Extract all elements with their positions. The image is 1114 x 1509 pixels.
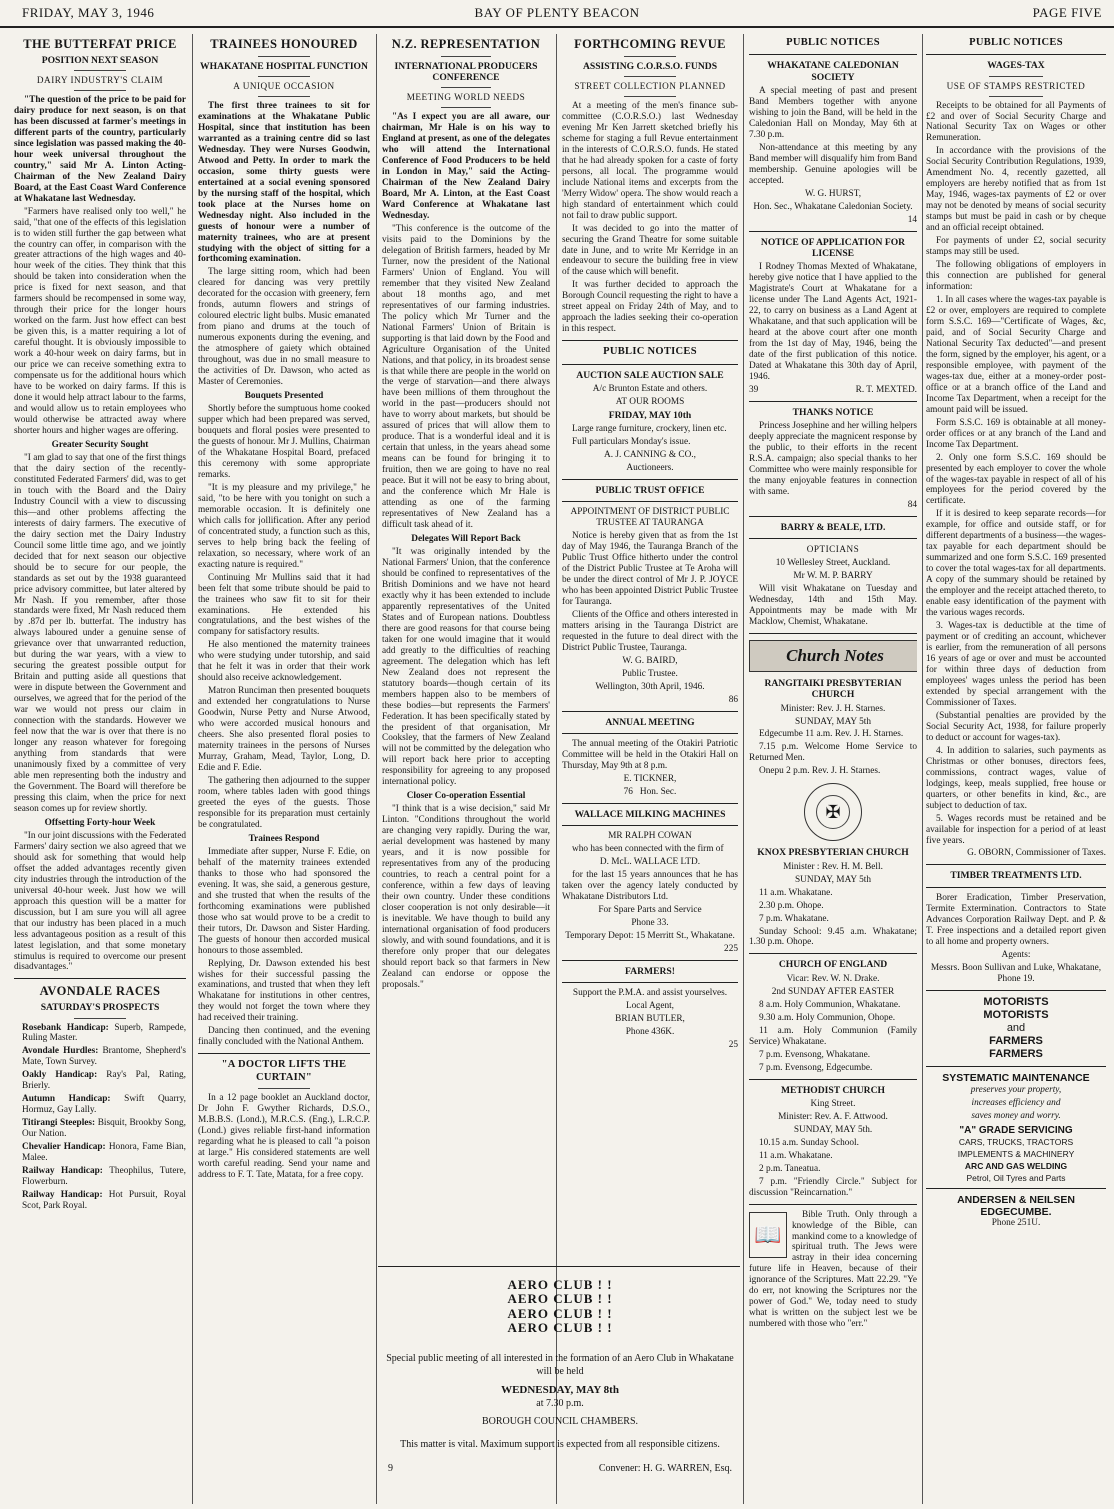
race-picks: Swift Quarry, Hormuz, Gay Lally. [22,1094,186,1116]
section-heading: Closer Co-operation Essential [406,791,526,802]
church-title: RANGITAIKI PRESBYTERIAN CHURCH [764,677,902,701]
notice-number: 86 [728,694,738,705]
article-paragraph: The gathering then adjourned to the supper room, where tables laden with good things greeted the eyes of the guests. Those responsible for its preparation must certainly be congratulated. [198,776,370,830]
advert-headline: MOTORISTS [983,1008,1049,1021]
notice-signature: W. G. HURST, [804,188,862,199]
advert-text: This matter is vital. Maximum support is expected from all responsible citizens. [400,1438,720,1450]
advert-date: WEDNESDAY, MAY 8th [501,1384,619,1397]
article-title: TRAINEES HONOURED [210,37,358,51]
church-address: King Street. [810,1098,856,1109]
advert-headline: MOTORISTS [983,995,1049,1008]
notice-title: THANKS NOTICE [792,406,874,418]
notice-signature: Hon. Sec., Whakatane Caledonian Society. [753,201,913,212]
notice-title: FARMERS! [625,966,675,978]
column-trainees [198,34,370,1504]
article-paragraph: Matron Runciman then presented bouquets and extended her congratulations to Nurse Goodwin, Nurse Petty and Nurse Atwood, who were accorded musical honours and cheers. She also presented floral posies to maternity trainees in the persons of Nurses Murray, Graham, Mead, Taylor, Long, D. Edie and F. Edie. [198,686,370,774]
church-minister: Minister : Rev. H. M. Bell. [783,861,883,872]
notice-text: Full particulars Monday's issue. [572,437,691,448]
church-notes-banner: Church Notes [749,640,917,672]
notice-text: Notice is hereby given that as from the 1st day of May 1946, the Tauranga Branch of the Public Trust Office hitherto under the control of the District Public Trustee at Te Aroha will be under the direct control of Mr J. P. JOYCE who has been appointed District Public Trustee for Tauranga. [562,531,738,608]
column-rule [922,34,923,1504]
advert-headline: AERO CLUB ! ! [507,1305,613,1321]
article-subtitle: POSITION NEXT SEASON [41,54,159,66]
article-title: AVONDALE RACES [39,984,161,999]
notice-title: WALLACE MILKING MACHINES [574,809,726,821]
notice-text: 3. Wages-tax is deductible at the time of payment or of crediting an account, whichever is earlier, from the remuneration of all persons 16 years of age or over and must be accounted for within three days of deduction from employees' wages unless the period has been extended by special arrangement with the Commissioner of Taxes. [926,621,1106,708]
notice-text: Phone 33. [631,918,669,929]
section-heading: Delegates Will Report Back [411,534,521,545]
aero-club-advert [380,1278,740,1476]
article-title: FORTHCOMING REVUE [574,37,726,51]
race-name: Titirangi Steeples: [22,1118,96,1129]
church-service: Sunday School: 9.45 a.m. Whakatane; 1.30 p.m. Ohope. [749,926,917,948]
church-minister: Minister: Rev. J. H. Starnes. [780,703,886,714]
column-rule [376,34,377,1504]
advert-time: at 7.30 p.m. [536,1397,584,1409]
advert-number: 9 [388,1463,393,1475]
race-picks: Honora, Fame Bian, Malee. [22,1142,186,1164]
notice-text: Form S.S.C. 169 is obtainable at all money-order offices or at any branch of the Land and Income Tax Department. [926,417,1106,450]
notice-text: If it is desired to keep separate records—for example, for office and outside staff, or for different departments of a business—the wages-tax payable for each department should be summarized and one form S.S.C. 169 presented to cover the total wages-tax for all departments. A copy of the summary should be retained by the employer and the receipt attached thereto, to enable easy identification of the payment with the various wages records. [926,509,1106,619]
race-name: Avondale Hurdles: [22,1046,99,1057]
notice-signature: E. TICKNER, [623,774,677,785]
article-subtitle: WHAKATANE HOSPITAL FUNCTION [200,60,368,72]
notice-text: Agents: [1001,949,1031,960]
advert-text: increases efficiency and [971,1097,1061,1108]
notice-text: 4. In addition to salaries, such payments as Christmas or other bonuses, directors fees, commissions, contract wages, value of lodgings, keep, meals supplied, free house or quarters, or other benefits in kind, &c., are subject to deduction of tax. [926,745,1106,811]
race-tip [14,1070,186,1092]
notice-text: A special meeting of past and present Band Members together with anyone wishing to join the Band, will be held in the Caledonian Hall on Monday, May 6th at 7.30 p.m. [749,86,917,140]
church-service: Edgecumbe 11 a.m. Rev. J. H. Starnes. [759,729,904,740]
notice-title: ANNUAL MEETING [605,716,695,728]
church-service: 7.15 p.m. Welcome Home Service to Returned Men. [749,742,917,764]
column-nz-representation [382,34,550,1266]
article-title: "A DOCTOR LIFTS THE CURTAIN" [221,1059,347,1083]
advert-text: ARC AND GAS WELDING [964,1160,1068,1171]
notice-text: Large range furniture, crockery, linen etc. [572,424,727,435]
article-paragraph: "In our joint discussions with the Federated Farmers' dairy section we also agreed that we should ask for something that would help offset the added advantages recently given city industries through the introduction of the universal 40-hour week. Just how we will approach this question will be a matter for discussion, but I am sure you will all agree that our industry has been placed in a much less advantageous position as a result of this latest legislation, and that some monetary stimulus is required to overcome our present disadvantages." [14,830,186,973]
church-service: 7 p.m. Whakatane. [759,913,829,924]
notice-title: WHAKATANE CALEDONIAN SOCIETY [767,60,899,83]
notice-signature: Public Trustee. [622,668,678,679]
notice-text: 5. Wages records must be retained and be available for inspection for a period of at least five years. [926,813,1106,846]
paper-title: BAY OF PLENTY BEACON [474,5,640,20]
notice-number: 14 [907,214,917,225]
article-paragraph: It was further decided to approach the Borough Council requesting the right to have a street appeal on Friday 24th of May, and to approach the ladies seeking their co-operation in this respect. [562,280,738,335]
article-paragraph: "This conference is the outcome of the visits paid to the Dominions by the delegation of British farmers, headed by Mr Turner, now the president of the National Farmers' Union of England. You will remember that they visited New Zealand about 18 months ago, and met representatives of our farming industries. The policy which Mr Turner and the National Farmers' Union of Britain is supporting is that laid down by the Food and Agriculture Organisation of the United Nations, and that policy, in its broadest sense is that while there are people in the world on the verge of starvation—and there always have been millions of them throughout the world in the past—producers should not have to worry about markets, but should be assured of prices that will allow them to produce. That is a wonderful ideal and it is certain that unless, in the years ahead some means can be found for bringing it to fruition, then we are going to have no real peace. But it will not be easy to bring about, and the conference which Mr Hale is attending as one of the farming representatives of New Zealand has a difficult task ahead of it. [382,223,550,531]
bible-truth-text: Bible Truth. Only through a knowledge of the Bible, can mankind come to a knowledge of spiritual truth. The Jews were astray in their idea concerning future life in Heaven, because of their ignorance of the Scriptures. Matt 22.29. "Ye do err, not knowing the Scriptures nor the power of God." We, today need to study what is written on the subject lest we be numbered with those who "err." [749,1209,917,1330]
notice-text: Temporary Depot: 15 Merritt St., Whakatane. [565,931,735,942]
notice-number: 39 [749,384,759,395]
church-title: CHURCH OF ENGLAND [778,959,888,971]
notice-text: Receipts to be obtained for all Payments of £2 and over of Social Security Charge and National Security Tax on Wages or other Remuneration. [926,100,1106,144]
page-number: PAGE FIVE [1032,5,1102,20]
notice-date: FRIDAY, MAY 10th [608,409,692,421]
race-name: Autumn Handicap: [22,1094,111,1105]
church-day: SUNDAY, MAY 5th. [793,1124,873,1135]
notice-subtitle: OPTICIANS [806,544,860,555]
advert-text: and [1006,1021,1026,1034]
article-paragraph: At a meeting of the men's finance sub-committee (C.O.R.S.O.) last Wednesday evening Mr Ken Jarrett sketched briefly his scheme for staging a full Revue entertainment in the interests of C.O.R.S.O. funds. He stated that he had already spoken for a caste of forty persons, all local. The programme would include National items and excerpts from the 'Merry Widow' opera. The show would reach a high standard of entertainment which could not fail to draw public support. [562,100,738,221]
notice-text: Will visit Whakatane on Tuesday and Wednesday, 14th and 15th May. Appointments may be made with Mr Macklow, Chemist, Whakatane. [749,584,917,627]
notice-number: 76 [623,787,633,798]
church-service: 7 p.m. Evensong, Whakatane. [759,1049,871,1060]
notice-text: Princess Josephine and her willing helpers deeply appreciate the magnicent response by the public, to their efforts in the recent R.S.A. campaign; also special thanks to her Committee who were mainly responsible for the many enjoyable features in connection with same. [749,421,917,497]
race-name: Rosebank Handicap: [22,1022,109,1033]
advert-headline: AERO CLUB ! ! [507,1277,613,1292]
notice-text: For payments of under £2, social security stamps may still be used. [926,236,1106,258]
section-title: PUBLIC NOTICES [969,37,1063,48]
advert-headline: AERO CLUB ! ! [507,1319,613,1335]
race-name: Railway Handicap: [22,1190,103,1201]
notice-signature: R. T. MEXTED. [855,384,917,395]
notice-subtitle: USE OF STAMPS RESTRICTED [946,80,1086,91]
race-tips-list [14,1023,186,1213]
article-title: N.Z. REPRESENTATION [391,37,541,51]
race-picks: Theophilus, Tutere, Flowerburn. [22,1166,186,1188]
column-wages-tax [926,34,1106,1504]
article-lead: "The question of the price to be paid for dairy produce for next season, is on that has been discussed at farmer's meetings in different parts of the country, particularly since legislation was passed making the 40-hour week universal throughout the country," said Mr A. Linton Acting-Chairman of the New Zealand Dairy Board, at the East Coast Ward Conference at Whakatane last Wednesday. [14,94,186,204]
article-subtitle: MEETING WORLD NEEDS [406,92,526,103]
church-day: SUNDAY, MAY 5th [794,874,872,885]
masthead [0,0,1114,28]
section-title: PUBLIC NOTICES [786,37,880,48]
race-tip [14,1094,186,1116]
church-service: 8 a.m. Holy Communion, Whakatane. [759,999,901,1010]
article-subtitle: DAIRY INDUSTRY'S CLAIM [36,75,164,86]
church-emblem-icon: ✠ [804,783,862,841]
article-subtitle: ASSISTING C.O.R.S.O. FUNDS [582,60,718,72]
church-service: 11 a.m. Whakatane. [759,1150,833,1161]
article-paragraph: "It was originally intended by the National Farmers' Union, that the conference should be confined to representatives of the British Dominions and we have not heard exactly why it has been extended to include apparently representatives of the United States and of European nations. Doubtless there are good reasons for that course being taken for one would imagine that it would add greatly to the difficulties of reaching agreement. The delegation which has left New Zealand does not represent the statutory boards—though certain of its members happen also to be members of these bodies—but represents the Farmers' Federation. It has been specifically stated by the president of that organisation, Mr Cooksley, that the farmers of New Zealand will not be committed by the delegation who will report back here prior to accepting responsibility for agreeing to any proposed international policy. [382,547,550,788]
notice-text: D. McL. WALLACE LTD. [599,857,701,868]
notice-signature: Hon. Sec. [639,787,677,798]
advert-headline: "A" GRADE SERVICING [959,1124,1073,1136]
section-heading: Offsetting Forty-hour Week [44,817,156,828]
article-lead: The first three trainees to sit for examinations at the Whakatane Public Hospital, since that institution has been warranted as a training centre did so last Wednesday. They were Nurses Goodwin, Atwood and Petty. In order to mark the occasion, some thirty guests were entertained at a social evening sponsored by the nursing staff of the hospital, which took place at the Nurses home on Wednesday night. Also included in the guests of honour were a number of maternity trainees, who are at present studying with the object of sitting for a forthcoming examination. [198,100,370,265]
race-picks: Hot Pursuit, Royal Scot, Park Royal. [22,1190,186,1212]
race-name: Chevalier Handicap: [22,1142,106,1153]
advert-headline: ANDERSEN & NEILSEN [957,1193,1075,1206]
church-service: 2.30 p.m. Ohope. [759,900,824,911]
race-tip [14,1142,186,1164]
section-heading: Greater Security Sought [51,439,149,450]
church-service: 11 a.m. Holy Communion (Family Service) Whakatane. [749,1025,917,1047]
notice-text: The annual meeting of the Otakiri Patriotic Committee will be held in the Otakiri Hall on Thursday, May 9th at 8 p.m. [562,739,738,772]
notice-text: (Substantial penalties are provided by the Social Security Act, 1938, for failure properly to deduct or account for wages-tax). [926,710,1106,743]
issue-date: FRIDAY, MAY 3, 1946 [22,5,155,20]
notice-text: In accordance with the provisions of the Social Security Contribution Regulations, 1939, Amendment No. 4, recently gazetted, all employers are hereby notified that as from 1st May, 1946, wages-tax payments of £2 or over may not be denoted by means of social security stamps but must be paid in cash or by cheque and an official receipt obtained. [926,146,1106,234]
race-tip [14,1190,186,1212]
article-paragraph: "I am glad to say that one of the first things that the dairy section of the recently-constituted Federated Farmers' did, was to get in touch with the Board and the Dairy Industry Council with a view to discussing this—and other problems affecting the interests of dairy farmers. The executive of the dairy section met the Dairy Industry Council some little time ago, and we jointly decided that for next season our objective should be to secure for our people, the standards as set out by the 1938 guaranteed price advisory committee, but later altered by Mr Nash. If you remember, after those standards were fixed, Mr Nash reduced them by .87d per lb. butterfat. The industry has always laboured under a genuine sense of grievance over that unwarranted reduction, but during the war years, with a view to securing the greatest possible output for Britain and putting aside all questions that were in dispute between the Government and ourselves, we agreed that for the period of the war we would not press our claim in connection with the standards. However we feel now that the war is over that there is no longer any reason whatever for foregoing anything from standards that were unanimously fixed by a committee of very able men representing both the industry and the Government. The Board will therefore be pressing this claim, when the price for next season comes up for review shortly. [14,452,186,814]
church-service: Onepu 2 p.m. Rev. J. H. Starnes. [759,766,881,777]
notice-text: AT OUR ROOMS [615,396,685,407]
notice-title: BARRY & BEALE, LTD. [780,521,886,533]
church-day: 2nd SUNDAY AFTER EASTER [771,986,895,997]
notice-text: Clients of the Office and others interested in matters arising in the Tauranga District are requested in the future to deal direct with the District Public Trustee, Tauranga. [562,610,738,654]
church-minister: Vicar: Rev. W. N. Drake. [786,973,880,984]
church-service: 10.15 a.m. Sunday School. [759,1137,859,1148]
article-paragraph: "It is my pleasure and my privilege," he said, "to be here with you tonight on such a memorable occasion. It is definitely one which calls for jollification. After any period of concentrated study, a function such as this, serves to help bring back the feeling of relaxation, so necessary, where work of an exacting nature is required." [198,482,370,570]
notice-text: 2. Only one form S.S.C. 169 should be presented by each employer to cover the whole of the wages-tax payable in respect of all of his employees for the period covered by the certificate. [926,452,1106,507]
notice-text: I Rodney Thomas Mexted of Whakatane, hereby give notice that I have applied to the Magistrate's Court at Whakatane for a license under The Land Agents Act, 1921-22, to carry on business as a Land Agent at Whakatane, and that such application will be heard at the above court after one month from the 1st day of May, 1946, being the date of the first publication of this notice. Dated at Whakatane this 30th day of April, 1946. [749,262,917,382]
column-revue-notices [562,34,738,1266]
notice-text: Phone 436K. [625,1027,675,1038]
notice-text: A/c Brunton Estate and others. [592,383,708,394]
race-tip [14,1046,186,1068]
notice-subtitle: APPOINTMENT OF DISTRICT PUBLIC TRUSTEE AT TAURANGA [570,507,730,529]
column-rule [743,34,744,1504]
notice-number: 84 [907,499,917,510]
notice-text: For Spare Parts and Service [598,905,702,916]
notice-text: Borer Eradication, Timber Preservation, Termite Extermination. Contractors to State Advances Corporation Railway Dept. and P. & T. Free inspections and a detailed report given to all home and property owners. [926,892,1106,947]
article-paragraph: Continuing Mr Mullins said that it had been felt that some tribute should be paid to the trainees who saw fit to sit for their examinations. He extended his congratulations, and the best wishes of the company for satisfactory results. [198,572,370,638]
race-tip [14,1118,186,1140]
advert-text: CARS, TRUCKS, TRACTORS [958,1136,1074,1147]
open-bible-icon: 📖 [749,1212,787,1258]
notice-text: Mr W. M. P. BARRY [793,571,873,582]
column-notices-church [749,34,917,1504]
race-picks: Ray's Pal, Rating, Brierly. [22,1070,186,1092]
notice-title: PUBLIC TRUST OFFICE [595,485,705,497]
advert-text: preserves your property, [970,1084,1062,1095]
article-paragraph: Replying, Dr. Dawson extended his best wishes for their successful passing the examinations, and trusted that when they left Whakatane for institutions in other centres, they would not forget the town where they had received their training. [198,958,370,1024]
race-tip [14,1166,186,1188]
article-subtitle: SATURDAY'S PROSPECTS [40,1002,160,1014]
church-day: SUNDAY, MAY 5th [794,716,872,727]
notice-title: WAGES-TAX [987,60,1045,72]
notice-text: The following obligations of employers in this connection are published for general information: [926,260,1106,293]
article-subtitle: INTERNATIONAL PRODUCERS CONFERENCE [394,60,538,84]
church-service: 9.30 a.m. Holy Communion, Ohope. [759,1012,896,1023]
advert-headline: AERO CLUB ! ! [507,1291,613,1307]
notice-number: 25 [728,1040,738,1051]
notice-text: Messrs. Boon Sullivan and Luke, Whakatane, Phone 19. [930,962,1102,984]
notice-signature: BRIAN BUTLER, [615,1014,685,1025]
race-name: Oakly Handicap: [22,1070,98,1081]
church-service: 2 p.m. Taneatua. [759,1163,821,1174]
notice-text: Local Agent, [625,1001,675,1012]
advert-text: Petrol, Oil Tyres and Parts [966,1172,1066,1183]
article-paragraph: Immediate after supper, Nurse F. Edie, on behalf of the maternity trainees extended thanks to those who had sponsored the evening. It was, she said, a generous gesture, and she trusted that when the results of the forthcoming examinations were published those who sat would prove to be a credit to their tutors, Dr. Dawson and Sister Harding. The guests of honour then accorded musical honours to those assembled. [198,846,370,956]
advert-text: saves money and worry. [971,1110,1061,1121]
race-name: Railway Handicap: [22,1166,103,1177]
article-paragraph: In a 12 page booklet an Auckland doctor, Dr John F. Gwyther Richards, D.S.O., M.B.B.S. (Lond.), M.R.C.S. (Eng.), L.R.C.P. (Lond.) gives reliable first-hand information regarding what he is pleased to call "a poison at large." His considered statements are well worth careful reading. Send your name and address to F. T. Tate, Matata, for a free copy. [198,1093,370,1180]
church-title: KNOX PRESBYTERIAN CHURCH [757,847,909,859]
advert-text: Phone 251U. [991,1218,1041,1229]
article-paragraph: "Farmers have realised only too well," he said, "that one of the effects of this legislation is to widen still further the gap between what the country can offer, in comparison with the greater attractions of the high wages and 40-hour week of the cities. They think that this should be taken into consideration when the price is fixed for next season, and that farmers should be recompensed in some way, through their price for the longer hours worked on the farm. Just how effect can best be given this, is a matter requiring a lot of careful thought. It is obviously impossible to work a 40-hour week on dairy farms, but in our price we can receive something extra to compensate us for the additional hours which have to be worked on dairy farms. If this is done it would help attract labour to the farms, and would allow us to retain employees who would otherwise be attracted away where shorter hours and higher wages are offering. [14,206,186,436]
motorists-advert [926,996,1106,1062]
advert-convener: Convener: H. G. WARREN, Esq. [598,1463,732,1475]
article-lead: "As I expect you are all aware, our chairman, Mr Hale is on his way to England at present, as one of the delegates who will attend the International Conference of Food Producers to be held in London in May," said the Acting-Chairman of the New Zealand Dairy Board, Mr A. Linton, at the East Coast Ward Conference at Whakatane last Wednesday. [382,112,550,221]
race-picks: Superb, Rampede, Ruling Master. [22,1022,186,1044]
notice-text: Support the P.M.A. and assist yourselves. [572,988,728,999]
advert-headline: SYSTEMATIC MAINTENANCE [942,1072,1090,1085]
race-picks: Brantome, Shepherd's Mate, Town Survey. [22,1046,186,1068]
notice-text: 1. In all cases where the wages-tax payable is £2 or over, employers are required to complete form S.S.C. 169—"Certificate of Wages, &c, paid, and of Social Security Charge and National Security Tax deducted"—and present the form, signed by the employer, his agent, or a responsible employee, with payment of the wages-tax due, either at a money-order post-office or at a branch office of the Land and Income Tax Department, when a receipt for the amount paid will be issued. [926,295,1106,415]
notice-number: 225 [724,944,738,955]
advert-text: IMPLEMENTS & MACHINERY [957,1148,1075,1159]
article-paragraph: The large sitting room, which had been cleared for dancing was very prettily decorated for the occasion with greenery, fern fronds, autumn flowers and strings of coloured electric light bulbs. Music emanated from piano and drums at the touch of numerous exponents during the evening, and the atmosphere of gaiety which obtained throughout, was due in no small measure to the activities of Dr. Dawson, who acted as Master of Ceremonies. [198,267,370,388]
section-title: PUBLIC NOTICES [603,346,697,358]
notice-signature: Wellington, 30th April, 1946. [595,681,705,692]
notice-signature: Auctioneers. [626,463,674,474]
notice-signature: G. OBORN, Commissioner of Taxes. [967,848,1106,859]
race-tip [14,1023,186,1045]
church-service: 7 p.m. "Friendly Circle." Subject for discussion "Reincarnation." [749,1176,917,1198]
article-paragraph: He also mentioned the maternity trainees who were studying under tutorship, and said that he felt it was in order that their work should also receive acknowledgement. [198,640,370,684]
article-paragraph: Shortly before the sumptuous home cooked supper which had been prepared was served, bouquets and floral posies were presented to the guests of honour. Mr J. Mullins, Chairman of the Whakatane Hospital Board, prefaced this ceremony with some appropriate remarks. [198,404,370,480]
notice-text: who has been connected with the firm of [572,844,724,855]
article-subtitle: A UNIQUE OCCASION [233,81,335,92]
advert-headline: FARMERS [989,1048,1043,1061]
race-picks: Bisquit, Brookby Song, Our Nation. [22,1118,186,1140]
notice-text: Non-attendance at this meeting by any Band member will disqualify him from Band membership. Genuine apologies will be accepted. [749,142,917,186]
church-minister: Minister: Rev. A. F. Attwood. [778,1111,888,1122]
section-heading: Bouquets Presented [244,391,324,402]
article-paragraph: "I think that is a wise decision," said Mr Linton. "Conditions throughout the world are changing very rapidly. During the war, aerial development was hastened by many years, and it is now possible for representatives from any of the producing countries, to reach a central point for a conference, within a few days of leaving their own country. Under these conditions closer cooperation is not only desirable—it is inevitable. We have though to build any international organisation of food producers slowly, and with sound foundations, and it is therefore only proper that our delegates should report back so that farmers in New Zealand can endorse or oppose the proposals." [382,804,550,990]
notice-text: 10 Wellesley Street, Auckland. [775,558,891,569]
column-butterfat [14,34,186,1504]
article-paragraph: It was decided to go into the matter of securing the Grand Theatre for some suitable date in June, and to write Mr Kerridge in an endeavour to secure the building free in view of the cause which will benefit. [562,223,738,278]
notice-signature: A. J. CANNING & CO., [604,450,696,461]
notice-text: for the last 15 years announces that he has taken over the agency lately conducted by Whakatane Distributors Ltd. [562,870,738,903]
advert-text: Special public meeting of all interested in the formation of an Aero Club in Whakatane will be held [386,1353,734,1377]
church-service: 11 a.m. Whakatane. [759,887,833,898]
notice-title: NOTICE OF APPLICATION FOR LICENSE [760,236,906,259]
section-heading: Trainees Respond [248,833,320,844]
column-rule [192,34,193,1504]
advert-place: BOROUGH COUNCIL CHAMBERS. [481,1416,639,1428]
notice-signature: W. G. BAIRD, [622,655,678,666]
advert-headline: EDGECUMBE. [980,1205,1052,1218]
church-title: METHODIST CHURCH [780,1084,886,1096]
church-service: 7 p.m. Evensong, Edgecumbe. [759,1062,873,1073]
advert-headline: FARMERS [989,1035,1043,1048]
notice-title: TIMBER TREATMENTS LTD. [950,870,1082,882]
notice-title: AUCTION SALE AUCTION SALE [576,369,724,381]
article-subtitle: STREET COLLECTION PLANNED [574,81,726,92]
article-title: THE BUTTERFAT PRICE [23,37,177,51]
notice-text: MR RALPH COWAN [608,831,692,842]
article-paragraph: Dancing then continued, and the evening finally concluded with the National Anthem. [198,1026,370,1048]
